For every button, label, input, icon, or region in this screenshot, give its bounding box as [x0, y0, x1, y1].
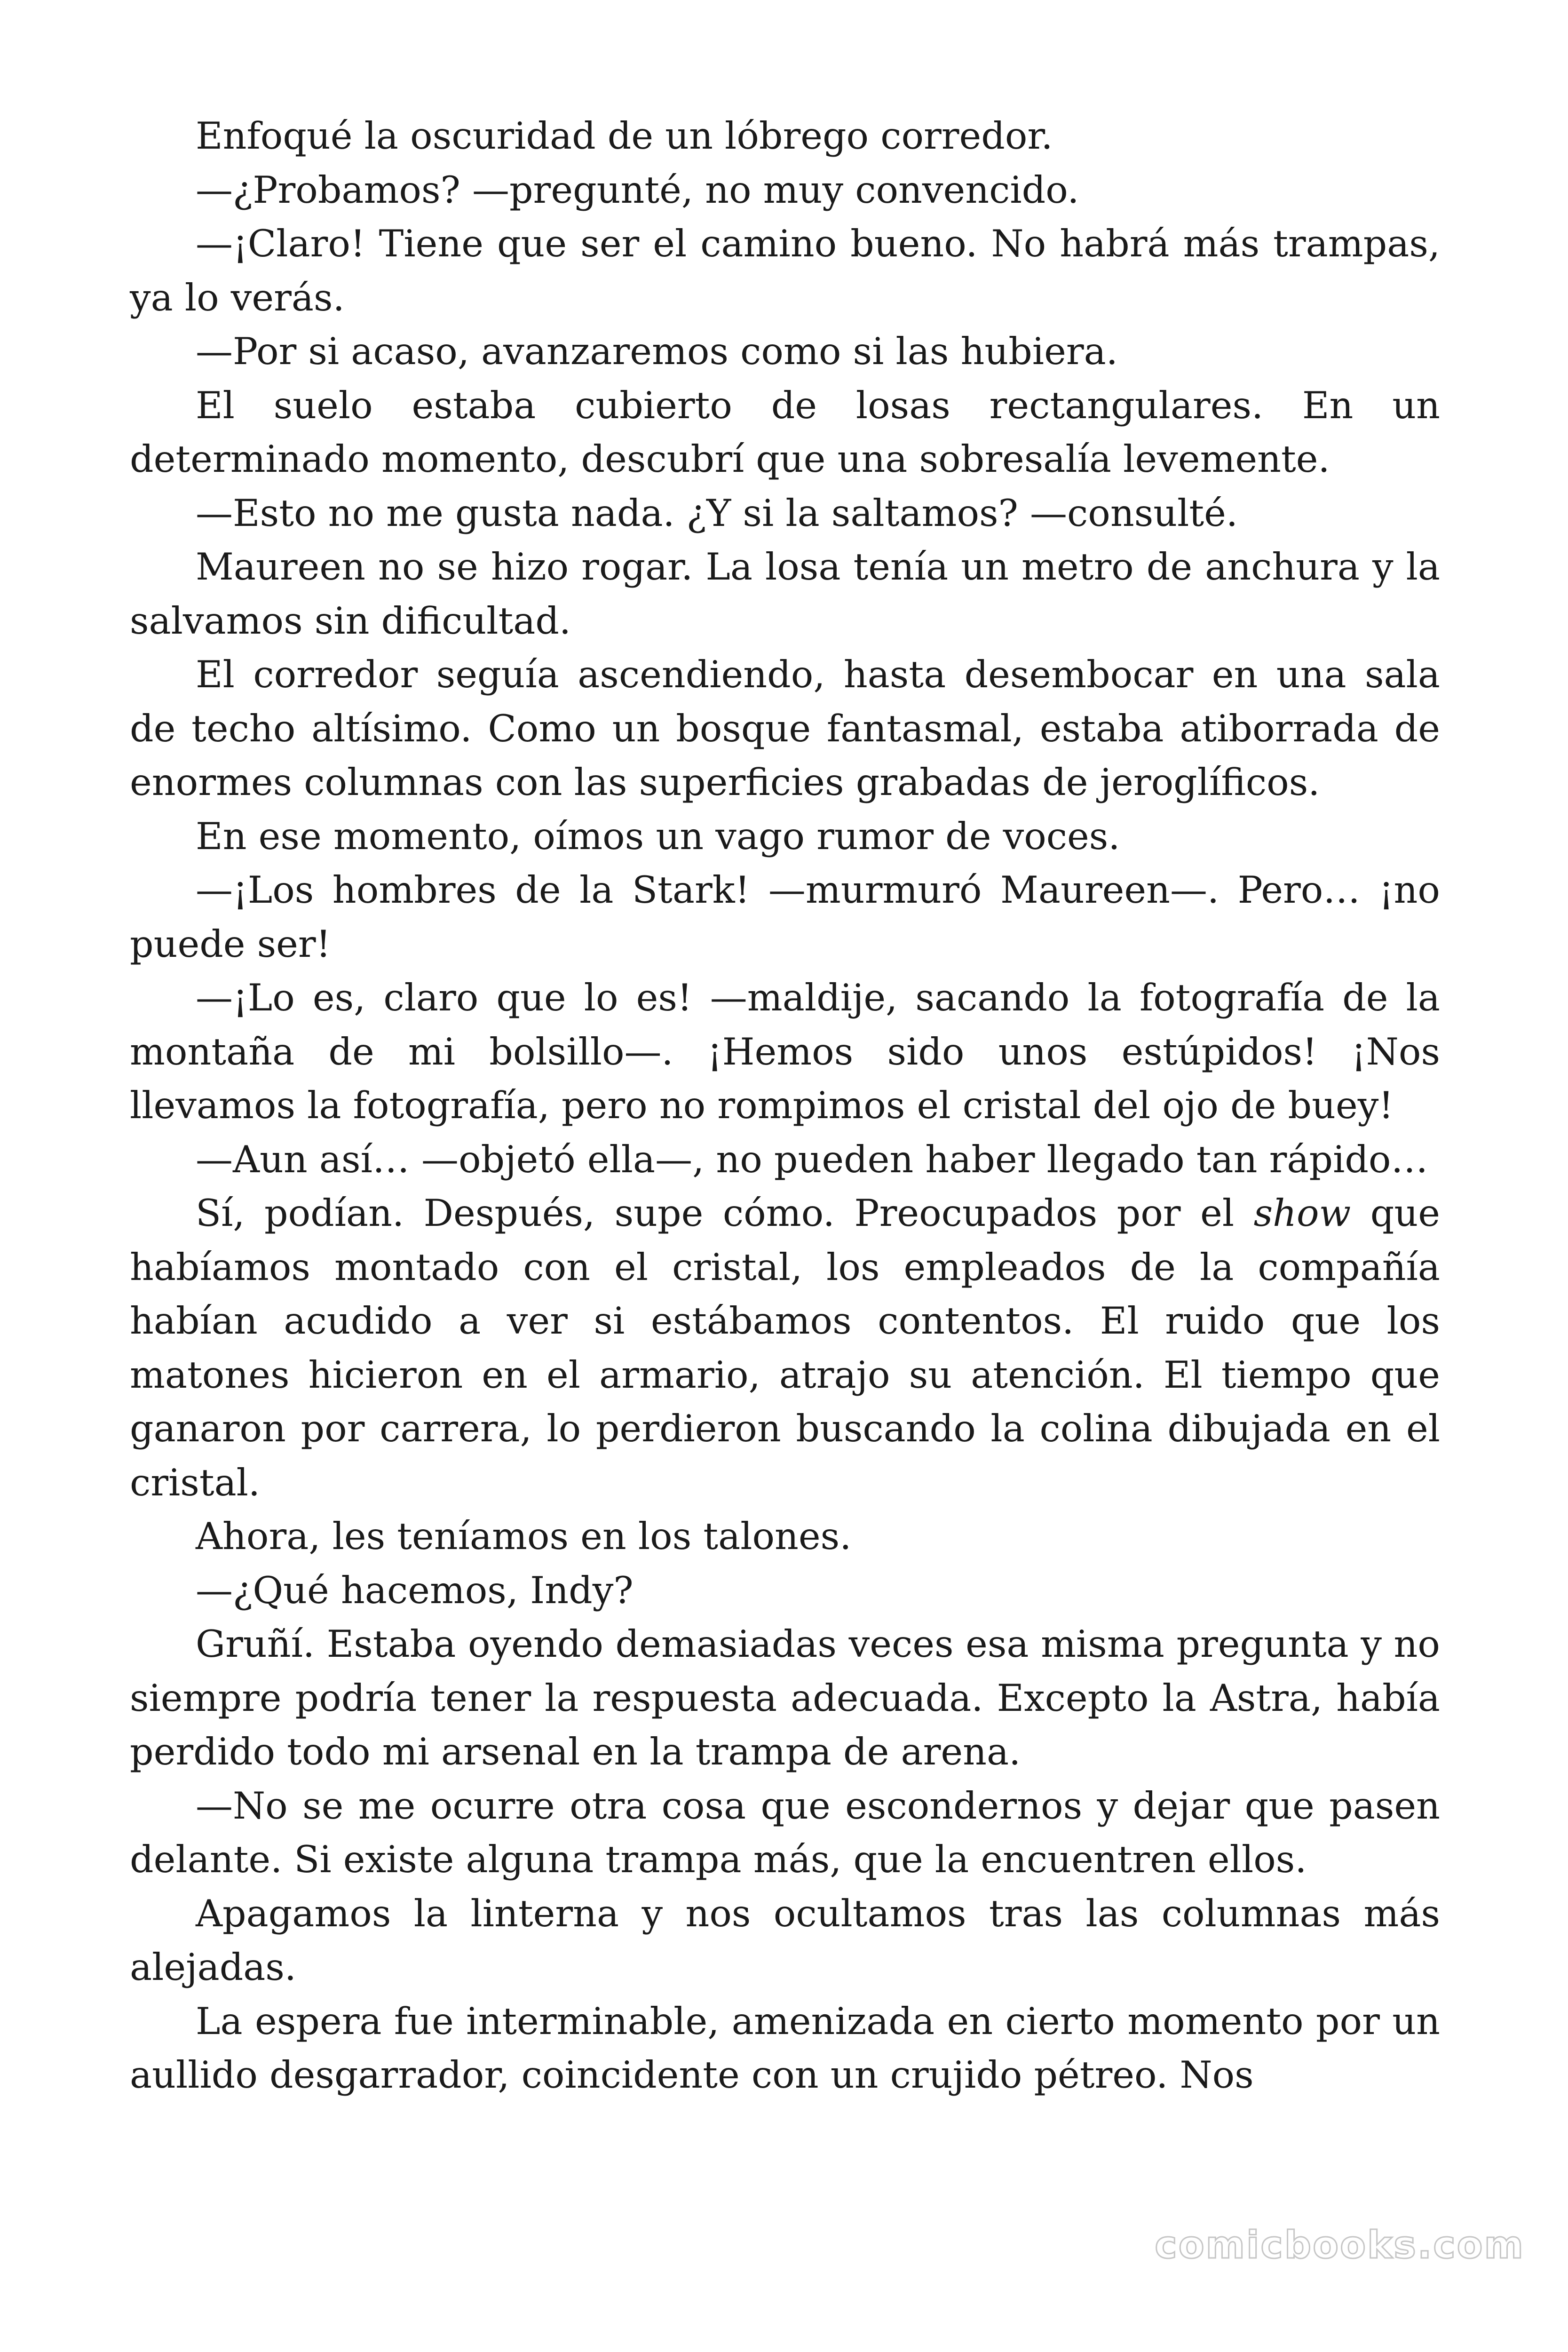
- paragraph: —¿Qué hacemos, Indy?: [196, 1568, 634, 1612]
- paragraph: —Esto no me gusta nada. ¿Y si la saltamos? —consulté.: [196, 491, 1238, 535]
- paragraph: La espera fue interminable, amenizada en cierto momento por un aullido desgarrador, coincidente con un crujido pétreo. Nos: [130, 1999, 1440, 2097]
- paragraph: Maureen no se hizo rogar. La losa tenía un metro de anchura y la salvamos sin dificultad.: [130, 545, 1440, 643]
- paragraph: —¡Claro! Tiene que ser el camino bueno. No habrá más trampas, ya lo verás.: [130, 222, 1440, 319]
- paragraph-text-before: Sí, podían. Después, supe cómo. Preocupados por el: [196, 1192, 1254, 1235]
- paragraph: Ahora, les teníamos en los talones.: [196, 1515, 852, 1558]
- paragraph: —¿Probamos? —pregunté, no muy convencido.: [196, 168, 1079, 212]
- paragraph: Gruñí. Estaba oyendo demasiadas veces esa misma pregunta y no siempre podría tener la respuesta adecuada. Excepto la Astra, había perdido todo mi arsenal en la trampa de arena.: [130, 1622, 1440, 1773]
- body-text: [130, 109, 1440, 2102]
- paragraph: —Por si acaso, avanzaremos como si las hubiera.: [196, 330, 1118, 373]
- italic-word: show: [1253, 1192, 1351, 1235]
- paragraph: En ese momento, oímos un vago rumor de voces.: [196, 814, 1120, 858]
- paragraph: —¡Los hombres de la Stark! —murmuró Maureen—. Pero… ¡no puede ser!: [130, 868, 1440, 966]
- paragraph: El corredor seguía ascendiendo, hasta desembocar en una sala de techo altísimo. Como un bosque fantasmal, estaba atiborrada de enormes columnas con las superficies grabadas de jeroglíficos.: [130, 653, 1440, 804]
- paragraph: El suelo estaba cubierto de losas rectangulares. En un determinado momento, descubrí que una sobresalía levemente.: [130, 383, 1440, 481]
- watermark: comicbooks.com: [1155, 2223, 1525, 2267]
- paragraph-text-after: que habíamos montado con el cristal, los empleados de la compañía habían acudido a ver si estábamos contentos. El ruido que los matones hicieron en el armario, atrajo su atención. El tiempo que ganaron por carrera, lo perdieron buscando la colina dibujada en el cristal.: [130, 1192, 1440, 1504]
- paragraph-with-italic: [130, 1186, 1440, 1510]
- paragraph: —¡Lo es, claro que lo es! —maldije, sacando la fotografía de la montaña de mi bolsillo—. ¡Hemos sido unos estúpidos! ¡Nos llevamos la fotografía, pero no rompimos el cristal del ojo de buey!: [130, 976, 1440, 1127]
- paragraph: —No se me ocurre otra cosa que escondernos y dejar que pasen delante. Si existe alguna trampa más, que la encuentren ellos.: [130, 1784, 1440, 1881]
- paragraph: Enfoqué la oscuridad de un lóbrego corredor.: [196, 114, 1053, 158]
- paragraph: —Aun así… —objetó ella—, no pueden haber llegado tan rápido…: [196, 1137, 1428, 1181]
- paragraph: Apagamos la linterna y nos ocultamos tras las columnas más alejadas.: [130, 1891, 1440, 1989]
